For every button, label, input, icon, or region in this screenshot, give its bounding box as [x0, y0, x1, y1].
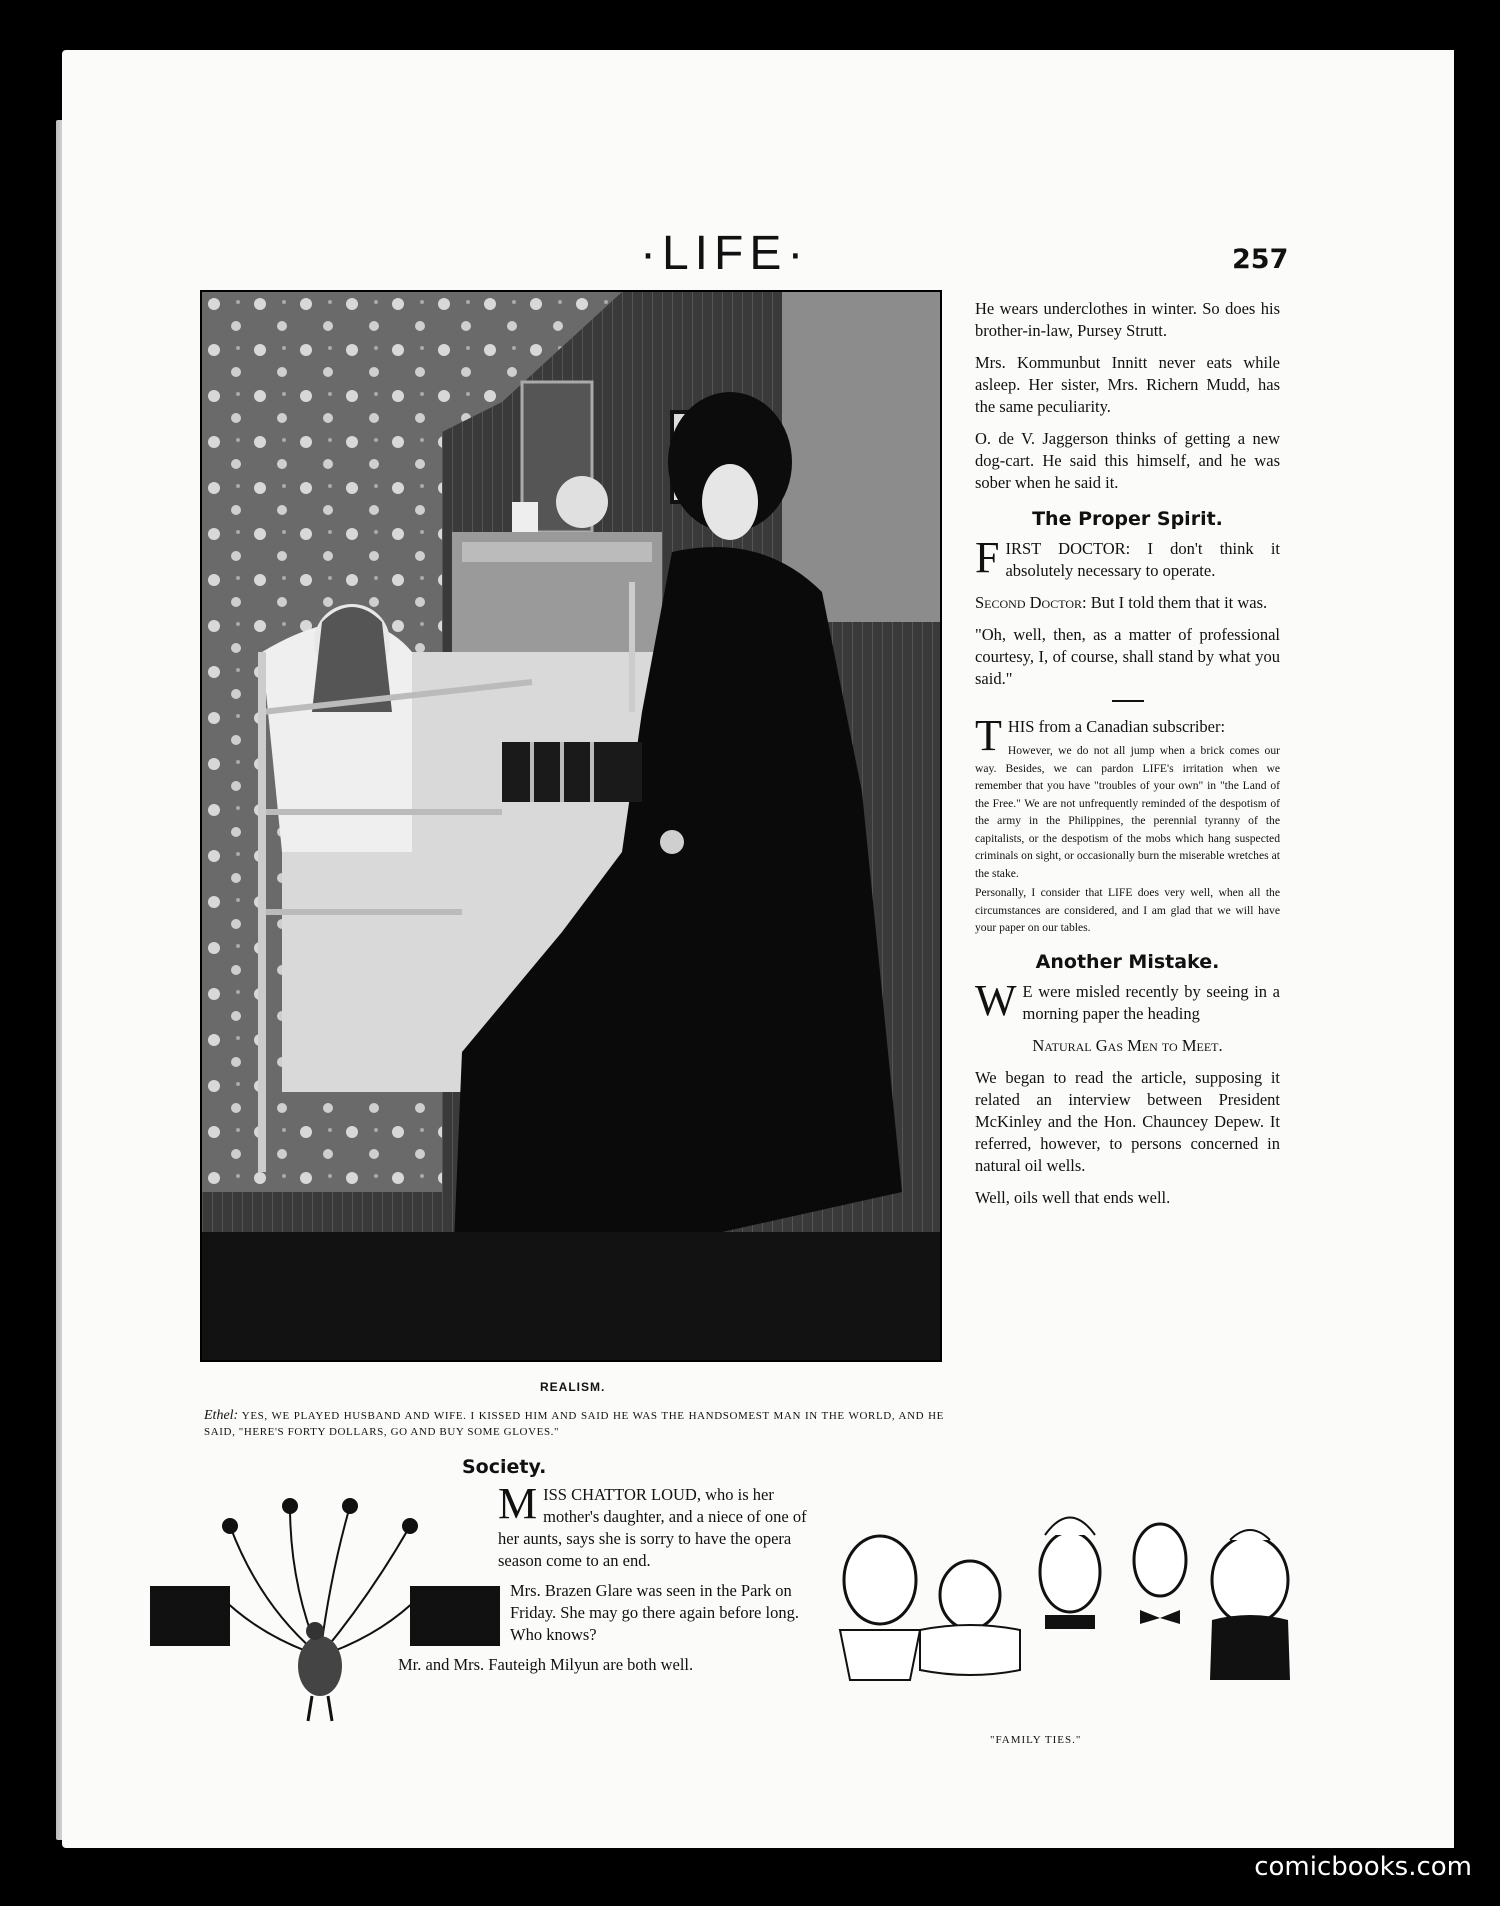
paragraph: We began to read the article, supposing it related an interview between President McKinley and the Hon. Chauncey Depew. It referred, however, to persons concerned in natural oil wells. [975, 1067, 1280, 1175]
paragraph: Well, oils well that ends well. [975, 1187, 1171, 1207]
bedroom-scene-image [202, 292, 940, 1360]
paragraph: Mr. and Mrs. Fauteigh Milyun are both well. [398, 1655, 694, 1674]
illustration-caption-title: REALISM. [540, 1380, 606, 1394]
paragraph [975, 711, 1280, 760]
letter-paragraph: Personally, I consider that LIFE does very well, when all the circumstances are considered, and I am glad that we will have your paper on our tables. [975, 886, 1280, 934]
paragraph [398, 1479, 812, 1572]
paragraph: Mrs. Kommunbut Innitt never eats while asleep. Her sister, Mrs. Richern Mudd, has the same peculiarity. [975, 353, 1280, 416]
letter-quote [975, 742, 1280, 937]
caption-body: YES, WE PLAYED HUSBAND AND WIFE. I KISSED HIM AND SAID HE WAS THE HANDSOMEST MAN IN THE WORLD, AND HE SAID, "HERE'S FORTY DOLLARS, GO AND BUY SOME GLOVES." [204, 1410, 945, 1438]
speaker-label: Second Doctor: [975, 593, 1087, 612]
drop-cap: T [975, 711, 1002, 760]
paragraph-text: IRST DOCTOR: I don't think it absolutely necessary to operate. [1005, 539, 1280, 580]
illustration-caption [204, 1408, 944, 1440]
divider [1112, 700, 1144, 702]
page-number: 257 [1232, 244, 1289, 275]
drop-cap: F [975, 533, 1000, 582]
family-ties-caption: "FAMILY TIES." [990, 1734, 1082, 1746]
paragraph-text: E were misled recently by seeing in a morning paper the heading [1022, 981, 1280, 1023]
paragraph [975, 592, 1280, 614]
heading-another-mistake: Another Mistake. [1035, 950, 1220, 973]
drop-cap: W [975, 975, 1017, 1025]
caption-speaker: Ethel: [204, 1408, 239, 1423]
paragraph: He wears underclothes in winter. So does his brother-in-law, Pursey Strutt. [975, 299, 1280, 340]
society-text [398, 1479, 812, 1684]
paragraph [975, 975, 1280, 1025]
paragraph: Mrs. Brazen Glare was seen in the Park on Friday. She may go there again before long. Who knows? [510, 1581, 799, 1644]
family-faces-drawing [820, 1500, 1300, 1700]
quoted-headline: Natural Gas Men to Meet. [1032, 1035, 1223, 1055]
paragraph-text: ISS CHATTOR LOUD, who is her mother's daughter, and a niece of one of her aunts, says she is sorry to have the opera season come to an end. [498, 1485, 807, 1570]
paragraph: "Oh, well, then, as a matter of professional courtesy, I, of course, shall stand by what you said." [975, 625, 1280, 688]
right-column [975, 298, 1280, 1219]
watermark: comicbooks.com [1254, 1852, 1472, 1882]
paragraph-text: HIS from a Canadian subscriber: [1007, 717, 1226, 736]
realism-illustration [200, 290, 942, 1362]
paragraph-text: But I told them that it was. [1086, 593, 1268, 612]
masthead-title: ·LIFE· [640, 227, 810, 280]
family-ties-illustration [820, 1500, 1300, 1700]
paragraph [975, 533, 1280, 582]
heading-society: Society. [462, 1456, 547, 1478]
paragraph: O. de V. Jaggerson thinks of getting a new dog-cart. He said this himself, and he was sober when he said it. [975, 429, 1280, 492]
heading-proper-spirit: The Proper Spirit. [1032, 508, 1223, 530]
drop-cap: M [498, 1479, 538, 1528]
letter-paragraph: However, we do not all jump when a brick comes our way. Besides, we can pardon LIFE's irritation when we remember that you have "troubles of your own" in "the Land of the Free." We are not unfrequently reminded of the despotism of the army in the Philippines, the perennial tyranny of the capitalists, or the despotism of the mobs which hang suspected criminals on sight, or occasionally burn the miserable wretches at the stake. [975, 744, 1280, 880]
